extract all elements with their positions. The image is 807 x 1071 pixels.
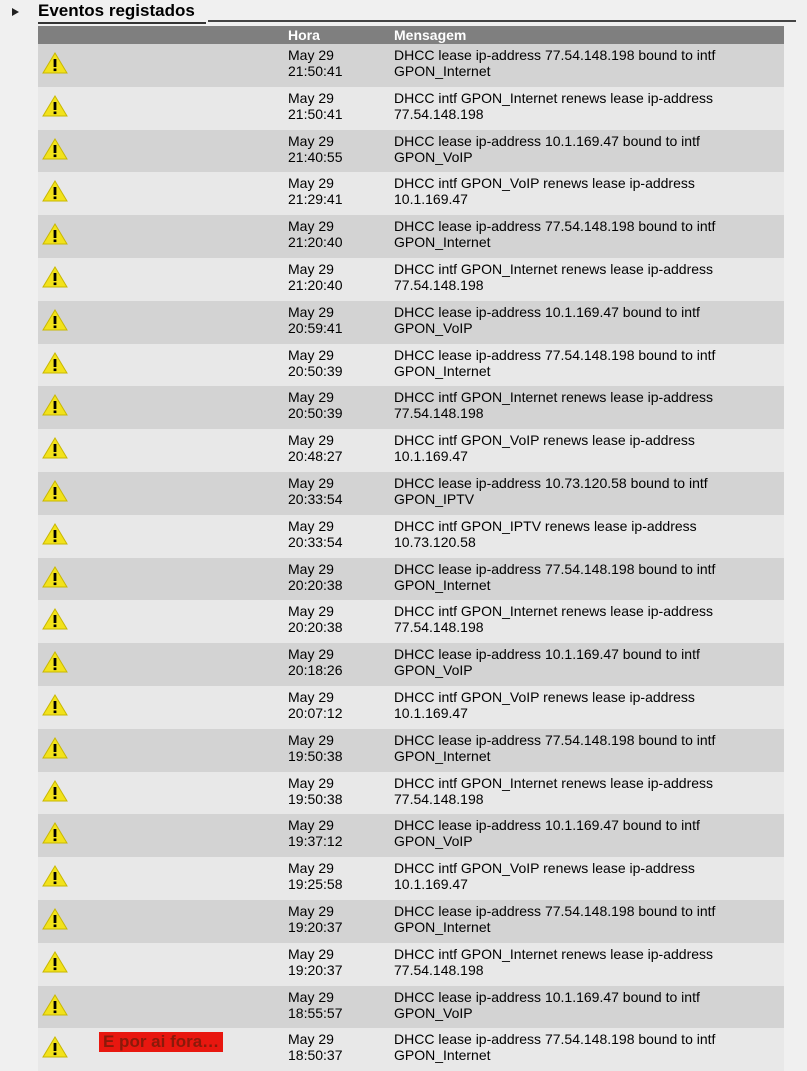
table-row (38, 986, 784, 1029)
row-time: 21:50:41 (288, 105, 343, 122)
row-icon-cell (38, 344, 288, 387)
row-time-cell (288, 429, 394, 472)
row-date: May 29 (288, 1031, 334, 1048)
row-icon-cell (38, 215, 288, 258)
warning-icon (42, 309, 68, 331)
row-message-line1: DHCC lease ip-address 77.54.148.198 bound to intf (394, 47, 716, 63)
warning-icon (42, 437, 68, 459)
row-message-cell (394, 772, 784, 815)
table-row (38, 130, 784, 173)
row-date: May 29 (288, 47, 334, 63)
table-row (38, 600, 784, 643)
row-icon-cell (38, 172, 288, 215)
row-time: 20:18:26 (288, 662, 343, 679)
header-time: Hora (288, 26, 394, 44)
warning-icon (42, 608, 68, 630)
row-message-line1: DHCC intf GPON_VoIP renews lease ip-address (394, 860, 695, 877)
row-time-cell (288, 44, 394, 87)
row-time: 20:20:38 (288, 576, 343, 593)
row-message-line1: DHCC lease ip-address 10.1.169.47 bound to intf (394, 817, 700, 834)
row-message-line1: DHCC intf GPON_VoIP renews lease ip-address (394, 432, 695, 449)
row-icon-cell (38, 943, 288, 986)
table-row (38, 772, 784, 815)
warning-icon (42, 651, 68, 673)
row-message-cell (394, 814, 784, 857)
row-message-line1: DHCC lease ip-address 77.54.148.198 bound to intf (394, 1031, 716, 1048)
row-message-line2: 77.54.148.198 (394, 405, 484, 422)
row-message-line2: 10.1.169.47 (394, 448, 468, 465)
warning-icon (42, 737, 68, 759)
row-message-line2: 77.54.148.198 (394, 619, 484, 636)
table-row (38, 943, 784, 986)
row-message-cell (394, 429, 784, 472)
row-message-line2: 77.54.148.198 (394, 790, 484, 807)
expand-arrow-icon[interactable] (12, 8, 19, 16)
event-log-table (38, 26, 784, 1071)
event-log-body (38, 44, 784, 1071)
header-message: Mensagem (394, 26, 784, 44)
row-time-cell (288, 900, 394, 943)
table-row (38, 429, 784, 472)
row-message-line1: DHCC intf GPON_Internet renews lease ip-address (394, 603, 714, 620)
row-message-line2: GPON_VoIP (394, 1004, 473, 1021)
row-message-cell (394, 258, 784, 301)
row-message-line2: GPON_Internet (394, 362, 491, 379)
row-time-cell (288, 729, 394, 772)
row-date: May 29 (288, 774, 334, 791)
warning-icon (42, 95, 68, 117)
row-time: 20:20:38 (288, 619, 343, 636)
row-message-line1: DHCC intf GPON_VoIP renews lease ip-address (394, 688, 695, 705)
row-date: May 29 (288, 303, 334, 320)
row-time: 19:50:38 (288, 790, 343, 807)
row-time-cell (288, 558, 394, 601)
row-date: May 29 (288, 945, 334, 962)
row-message-cell (394, 943, 784, 986)
row-date: May 29 (288, 260, 334, 277)
row-icon-cell (38, 429, 288, 472)
row-message-line2: GPON_Internet (394, 918, 491, 935)
row-time-cell (288, 686, 394, 729)
warning-icon (42, 951, 68, 973)
row-message-line1: DHCC lease ip-address 77.54.148.198 bound to intf (394, 902, 716, 919)
row-message-line2: GPON_VoIP (394, 662, 473, 679)
row-message-line2: 10.73.120.58 (394, 533, 476, 550)
table-row (38, 258, 784, 301)
row-message-line1: DHCC lease ip-address 77.54.148.198 bound to intf (394, 346, 716, 363)
row-message-line2: GPON_VoIP (394, 833, 473, 850)
row-message-line1: DHCC lease ip-address 10.1.169.47 bound to intf (394, 132, 700, 149)
table-row (38, 215, 784, 258)
row-date: May 29 (288, 731, 334, 748)
row-time: 19:50:38 (288, 747, 343, 764)
warning-icon (42, 266, 68, 288)
row-time: 21:50:41 (288, 63, 343, 79)
row-message-cell (394, 857, 784, 900)
row-message-line2: 77.54.148.198 (394, 961, 484, 978)
row-time: 19:20:37 (288, 918, 343, 935)
row-message-line1: DHCC lease ip-address 10.73.120.58 bound to intf (394, 474, 708, 491)
row-time-cell (288, 258, 394, 301)
row-message-line2: 10.1.169.47 (394, 191, 468, 208)
row-time-cell (288, 386, 394, 429)
row-date: May 29 (288, 603, 334, 620)
row-message-line1: DHCC lease ip-address 77.54.148.198 bound to intf (394, 731, 716, 748)
warning-icon (42, 1036, 68, 1058)
table-row (38, 344, 784, 387)
row-time: 20:33:54 (288, 490, 343, 507)
row-time: 20:50:39 (288, 405, 343, 422)
row-message-line1: DHCC lease ip-address 10.1.169.47 bound to intf (394, 646, 700, 663)
table-row (38, 558, 784, 601)
row-time-cell (288, 600, 394, 643)
row-message-line2: GPON_Internet (394, 576, 491, 593)
row-message-cell (394, 600, 784, 643)
warning-icon (42, 52, 68, 74)
table-row (38, 87, 784, 130)
row-date: May 29 (288, 517, 334, 534)
row-time: 21:29:41 (288, 191, 343, 208)
row-message-cell (394, 472, 784, 515)
row-message-cell (394, 87, 784, 130)
row-icon-cell (38, 643, 288, 686)
row-message-cell (394, 172, 784, 215)
row-time-cell (288, 472, 394, 515)
warning-icon (42, 694, 68, 716)
row-time: 21:40:55 (288, 148, 343, 165)
row-time: 20:07:12 (288, 704, 343, 721)
row-message-cell (394, 1028, 784, 1071)
row-message-line1: DHCC lease ip-address 10.1.169.47 bound to intf (394, 988, 700, 1005)
row-icon-cell (38, 814, 288, 857)
row-message-line1: DHCC intf GPON_Internet renews lease ip-address (394, 774, 714, 791)
row-icon-cell (38, 686, 288, 729)
table-row (38, 172, 784, 215)
row-time-cell (288, 172, 394, 215)
row-time: 20:50:39 (288, 362, 343, 379)
row-icon-cell (38, 130, 288, 173)
row-message-line1: DHCC intf GPON_Internet renews lease ip-address (394, 945, 714, 962)
row-message-line2: GPON_Internet (394, 747, 491, 764)
row-icon-cell (38, 44, 288, 87)
row-message-cell (394, 729, 784, 772)
row-date: May 29 (288, 988, 334, 1005)
table-row (38, 686, 784, 729)
row-message-cell (394, 386, 784, 429)
row-time-cell (288, 301, 394, 344)
row-icon-cell (38, 1028, 288, 1071)
row-message-line1: DHCC lease ip-address 77.54.148.198 bound to intf (394, 560, 716, 577)
row-message-cell (394, 986, 784, 1029)
row-time-cell (288, 130, 394, 173)
row-date: May 29 (288, 89, 334, 106)
row-date: May 29 (288, 474, 334, 491)
table-header-row (38, 26, 784, 44)
row-date: May 29 (288, 346, 334, 363)
row-time-cell (288, 986, 394, 1029)
row-time-cell (288, 772, 394, 815)
warning-icon (42, 994, 68, 1016)
row-message-cell (394, 301, 784, 344)
row-time: 20:59:41 (288, 319, 343, 336)
row-date: May 29 (288, 817, 334, 834)
row-message-line2: 77.54.148.198 (394, 105, 484, 122)
row-message-line2: GPON_VoIP (394, 319, 473, 336)
row-date: May 29 (288, 688, 334, 705)
row-message-cell (394, 44, 784, 87)
row-message-line2: GPON_Internet (394, 63, 491, 79)
row-time-cell (288, 943, 394, 986)
row-date: May 29 (288, 389, 334, 406)
row-icon-cell (38, 386, 288, 429)
table-row (38, 44, 784, 87)
warning-icon (42, 394, 68, 416)
row-time: 21:20:40 (288, 276, 343, 293)
row-time-cell (288, 215, 394, 258)
row-icon-cell (38, 772, 288, 815)
row-date: May 29 (288, 132, 334, 149)
row-date: May 29 (288, 560, 334, 577)
row-time-cell (288, 87, 394, 130)
row-message-line2: GPON_IPTV (394, 490, 475, 507)
warning-icon (42, 138, 68, 160)
row-message-line1: DHCC intf GPON_Internet renews lease ip-address (394, 260, 714, 277)
table-row (38, 515, 784, 558)
table-row (38, 900, 784, 943)
table-row (38, 857, 784, 900)
row-time-cell (288, 344, 394, 387)
warning-icon (42, 566, 68, 588)
warning-icon (42, 865, 68, 887)
row-message-line1: DHCC lease ip-address 77.54.148.198 bound to intf (394, 218, 716, 235)
row-time: 19:25:58 (288, 876, 343, 893)
row-time: 19:37:12 (288, 833, 343, 850)
row-time: 19:20:37 (288, 961, 343, 978)
row-icon-cell (38, 729, 288, 772)
row-time-cell (288, 857, 394, 900)
row-message-line1: DHCC intf GPON_Internet renews lease ip-address (394, 389, 714, 406)
table-row (38, 1028, 784, 1071)
row-date: May 29 (288, 860, 334, 877)
row-date: May 29 (288, 175, 334, 192)
row-icon-cell (38, 87, 288, 130)
table-row (38, 301, 784, 344)
table-row (38, 472, 784, 515)
row-date: May 29 (288, 432, 334, 449)
section-title: Eventos registados (38, 1, 206, 24)
row-date: May 29 (288, 902, 334, 919)
row-time-cell (288, 814, 394, 857)
row-date: May 29 (288, 218, 334, 235)
row-time: 20:33:54 (288, 533, 343, 550)
row-icon-cell (38, 472, 288, 515)
row-message-cell (394, 643, 784, 686)
row-time: 18:50:37 (288, 1047, 343, 1064)
annotation-label: E por ai fora… (99, 1032, 223, 1052)
row-time: 20:48:27 (288, 448, 343, 465)
warning-icon (42, 523, 68, 545)
row-icon-cell (38, 558, 288, 601)
row-message-cell (394, 344, 784, 387)
row-message-cell (394, 558, 784, 601)
table-row (38, 643, 784, 686)
row-message-cell (394, 686, 784, 729)
row-icon-cell (38, 515, 288, 558)
warning-icon (42, 180, 68, 202)
row-message-line2: GPON_VoIP (394, 148, 473, 165)
table-row (38, 386, 784, 429)
warning-icon (42, 780, 68, 802)
row-time: 18:55:57 (288, 1004, 343, 1021)
row-message-line2: 10.1.169.47 (394, 704, 468, 721)
row-message-line1: DHCC intf GPON_IPTV renews lease ip-address (394, 517, 697, 534)
row-date: May 29 (288, 646, 334, 663)
table-row (38, 729, 784, 772)
row-icon-cell (38, 900, 288, 943)
warning-icon (42, 352, 68, 374)
row-time-cell (288, 1028, 394, 1071)
row-message-cell (394, 900, 784, 943)
table-row (38, 814, 784, 857)
row-message-cell (394, 215, 784, 258)
row-message-line1: DHCC intf GPON_VoIP renews lease ip-address (394, 175, 695, 192)
row-time-cell (288, 643, 394, 686)
row-message-line2: GPON_Internet (394, 234, 491, 251)
row-message-cell (394, 130, 784, 173)
section-header[interactable] (0, 0, 807, 24)
row-message-line1: DHCC intf GPON_Internet renews lease ip-address (394, 89, 714, 106)
warning-icon (42, 908, 68, 930)
row-time: 21:20:40 (288, 234, 343, 251)
row-message-line2: GPON_Internet (394, 1047, 491, 1064)
title-divider (208, 20, 796, 22)
row-icon-cell (38, 600, 288, 643)
row-message-cell (394, 515, 784, 558)
row-icon-cell (38, 986, 288, 1029)
row-message-line2: 77.54.148.198 (394, 276, 484, 293)
row-icon-cell (38, 301, 288, 344)
row-icon-cell (38, 857, 288, 900)
row-message-line1: DHCC lease ip-address 10.1.169.47 bound to intf (394, 303, 700, 320)
row-icon-cell (38, 258, 288, 301)
warning-icon (42, 480, 68, 502)
warning-icon (42, 223, 68, 245)
row-message-line2: 10.1.169.47 (394, 876, 468, 893)
warning-icon (42, 822, 68, 844)
row-time-cell (288, 515, 394, 558)
header-icon (38, 26, 288, 44)
